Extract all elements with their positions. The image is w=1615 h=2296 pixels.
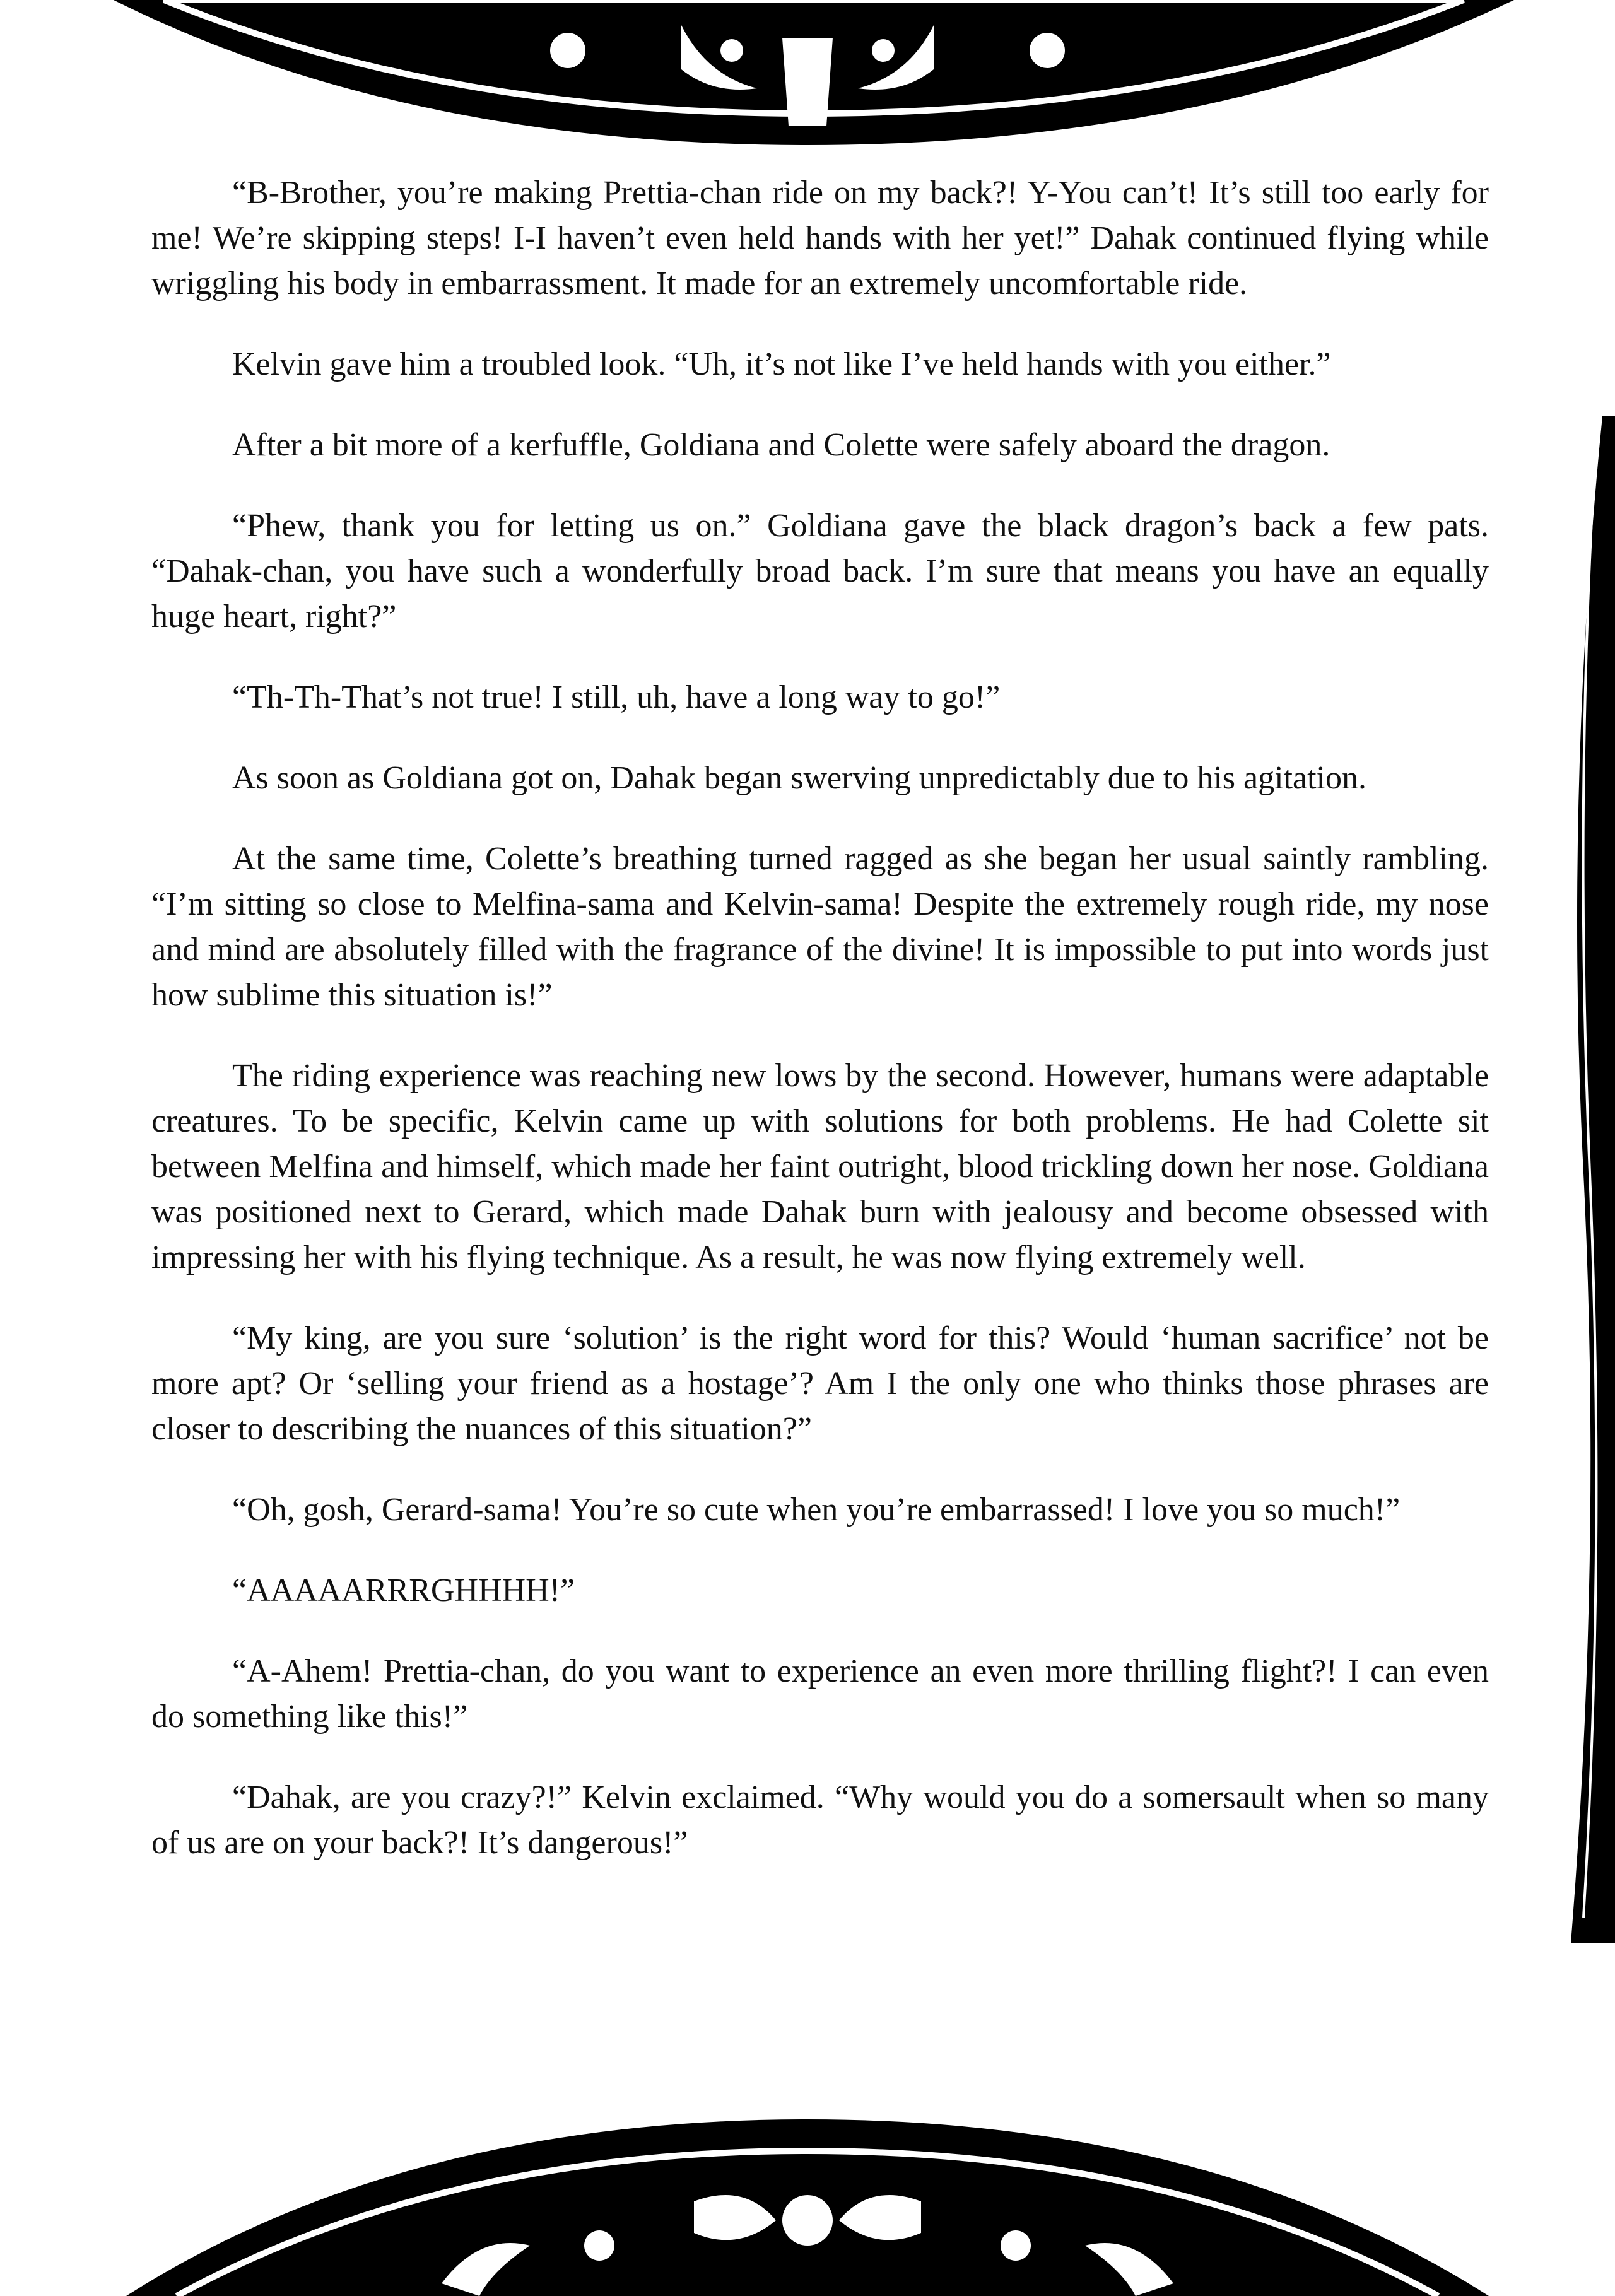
paragraph: “A-Ahem! Prettia-chan, do you want to experience an even more thrilling flight?! I can even do something like this!” xyxy=(151,1653,1489,1735)
bottom-ornament-border xyxy=(0,2107,1615,2296)
paragraph: As soon as Goldiana got on, Dahak began swerving unpredictably due to his agitation. xyxy=(232,760,1366,796)
side-ornament-border xyxy=(1558,416,1615,1943)
paragraph: At the same time, Colette’s breathing turned ragged as she began her usual saintly rambling. “I’m sitting so close to Melfina-sama and Kelvin-sama! Despite the extremely rough ride, my nose and mind are absolutely filled with the fragrance of the divine! It is impossible to put into words just how sublime this situation is!” xyxy=(151,841,1489,1013)
paragraph: After a bit more of a kerfuffle, Goldiana and Colette were safely aboard the dragon. xyxy=(232,427,1330,463)
paragraph: “AAAAARRRGHHHH!” xyxy=(232,1573,575,1608)
text-body xyxy=(151,170,1489,1901)
paragraph: “Dahak, are you crazy?!” Kelvin exclaimed. “Why would you do a somersault when so many of us are on your back?! It’s dangerous!” xyxy=(151,1779,1489,1861)
paragraph: Kelvin gave him a troubled look. “Uh, it’s not like I’ve held hands with you either.” xyxy=(232,346,1331,382)
paragraph: “My king, are you sure ‘solution’ is the right word for this? Would ‘human sacrifice’ not be more apt? Or ‘selling your friend as a hostage’? Am I the only one who thinks those phrases are closer to describing the nuances of this situation?” xyxy=(151,1320,1489,1447)
paragraph: The riding experience was reaching new lows by the second. However, humans were adaptable creatures. To be specific, Kelvin came up with solutions for both problems. He had Colette sit between Melfina and himself, which made her faint outright, blood trickling down her nose. Goldiana was positioned next to Gerard, which made Dahak burn with jealousy and become obsessed with impressing her with his flying technique. As a result, he was now flying extremely well. xyxy=(151,1058,1489,1275)
top-ornament-border xyxy=(0,0,1615,158)
paragraph: “Phew, thank you for letting us on.” Goldiana gave the black dragon’s back a few pats. “Dahak-chan, you have such a wonderfully broad back. I’m sure that means you have an equally huge heart, right?” xyxy=(151,508,1489,635)
paragraph: “Th-Th-That’s not true! I still, uh, have a long way to go!” xyxy=(232,679,1001,715)
paragraph: “B-Brother, you’re making Prettia-chan ride on my back?! Y-You can’t! It’s still too early for me! We’re skipping steps! I-I haven’t even held hands with her yet!” Dahak continued flying while wriggling his body in embarrassment. It made for an extremely uncomfortable ride. xyxy=(151,175,1489,302)
paragraph: “Oh, gosh, Gerard-sama! You’re so cute when you’re embarrassed! I love you so much!” xyxy=(232,1492,1401,1528)
